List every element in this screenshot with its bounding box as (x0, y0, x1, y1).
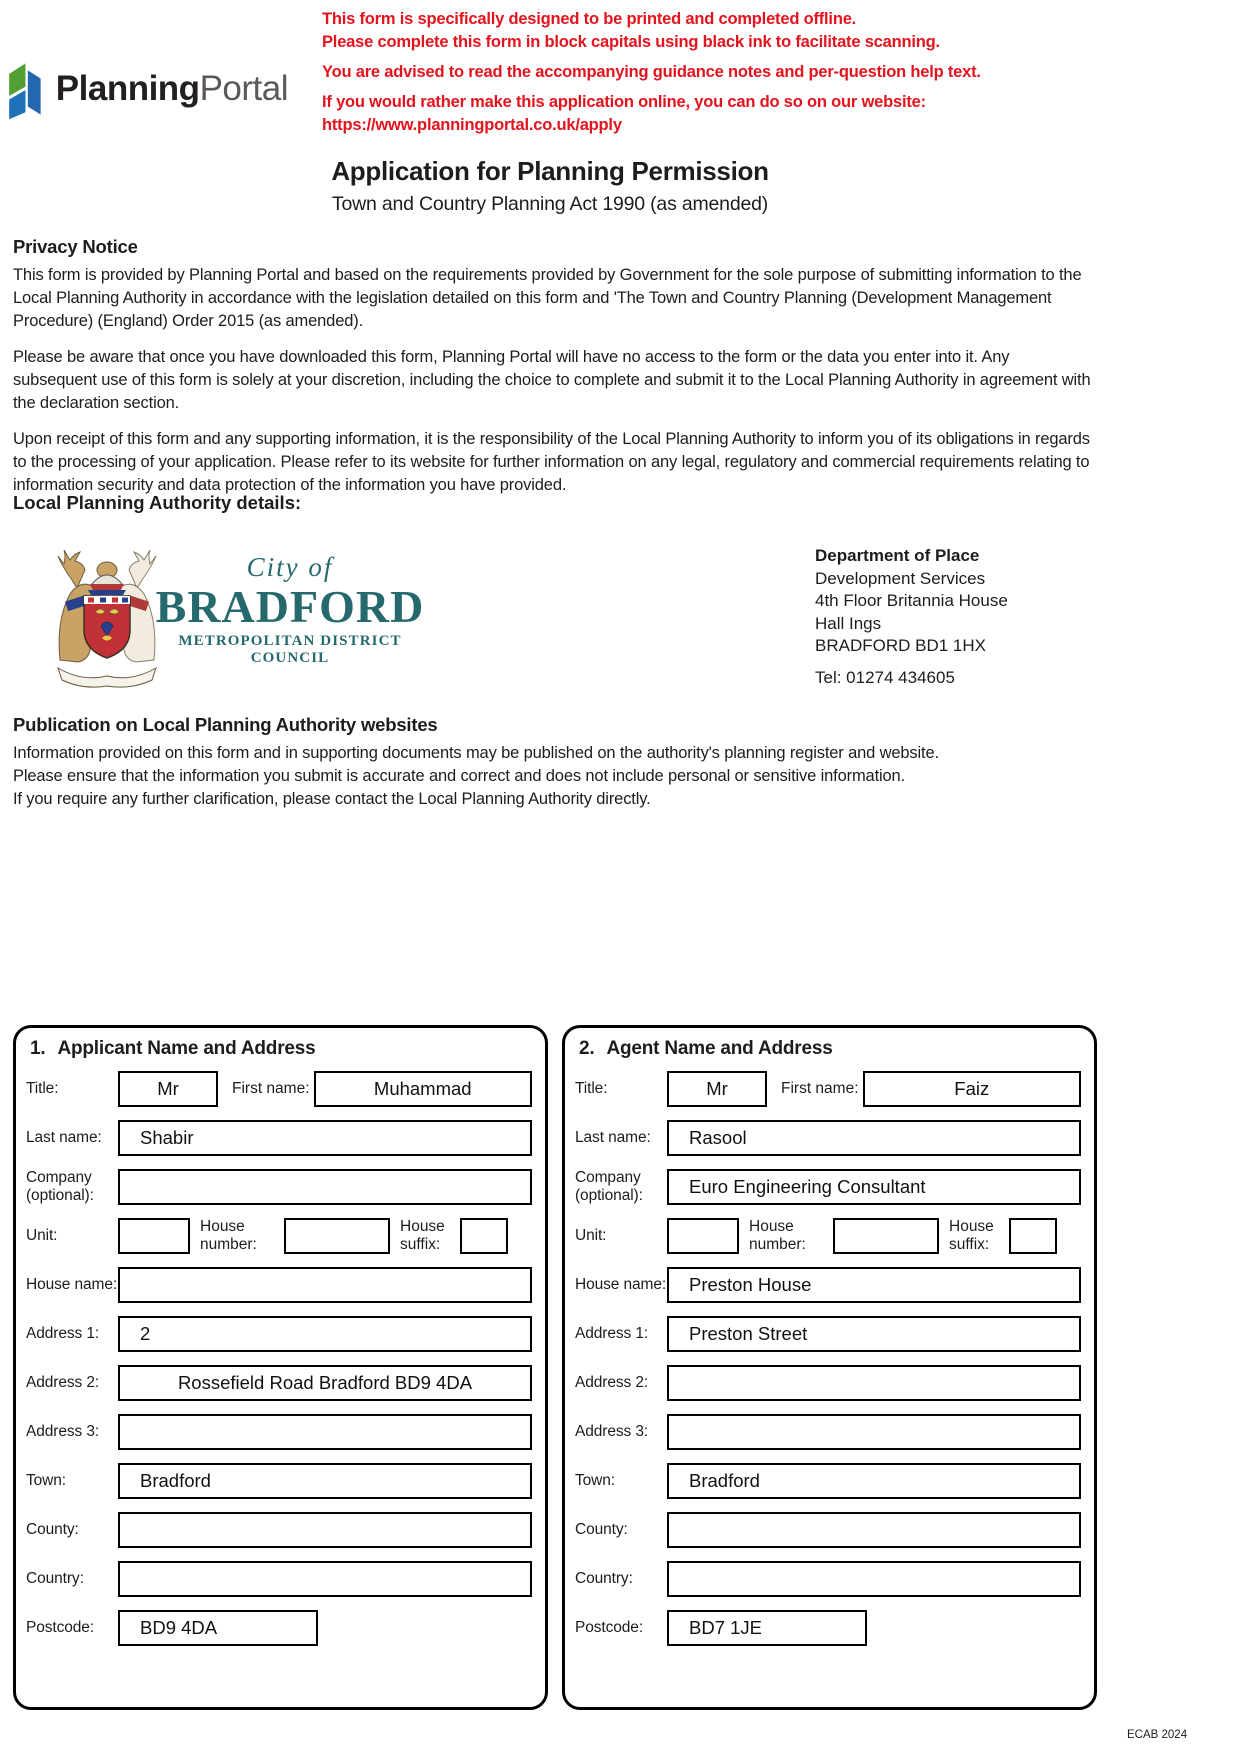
last-name-label: Last name: (26, 1129, 102, 1146)
privacy-paragraph: Please be aware that once you have downloaded this form, Planning Portal will have no access to the form or the data you enter into it. Any subsequent use of this form is solely at your discretion, including the choice to complete and submit it to the Local Planning Authority in agreement with the declaration section. (13, 348, 1091, 412)
last-name-label: Last name: (575, 1129, 651, 1146)
field-row (575, 1463, 1081, 1499)
notice-line: This form is specifically designed to be printed and completed offline. (322, 10, 857, 28)
applicant-company-input[interactable] (118, 1169, 532, 1205)
notice-group-1 (322, 8, 1062, 54)
department-line: Development Services (815, 568, 986, 588)
address1-label: Address 1: (26, 1325, 100, 1342)
field-row (575, 1365, 1081, 1401)
county-label: County: (26, 1521, 79, 1538)
agent-house-name-input[interactable] (667, 1267, 1081, 1303)
publication-heading: Publication on Local Planning Authority websites (13, 714, 438, 735)
council-city-of: City of (246, 552, 334, 582)
notice-group-3 (322, 91, 1062, 137)
house-name-label: House name: (575, 1276, 667, 1293)
agent-house-number-input[interactable] (833, 1218, 939, 1254)
address1-label: Address 1: (575, 1325, 649, 1342)
notice-line: Please complete this form in block capitals using black ink to facilitate scanning. (322, 33, 940, 51)
field-row (26, 1561, 532, 1597)
notice-line: You are advised to read the accompanying guidance notes and per-question help text. (322, 63, 981, 81)
field-row (575, 1120, 1081, 1156)
section-title: Agent Name and Address (606, 1038, 833, 1059)
applicant-town-input[interactable] (118, 1463, 532, 1499)
applicant-section (13, 1025, 548, 1710)
agent-first-name-input[interactable] (863, 1071, 1081, 1107)
field-row (575, 1267, 1081, 1303)
company-label: Company (optional): (26, 1169, 94, 1204)
department-name: Department of Place (815, 546, 980, 565)
first-name-label: First name: (232, 1080, 310, 1097)
bradford-council-wordmark (150, 552, 430, 667)
field-row (575, 1316, 1081, 1352)
council-name: BRADFORD (155, 581, 425, 632)
notice-line: If you would rather make this application online, you can do so on our website: (322, 93, 926, 111)
unit-label: Unit: (575, 1227, 607, 1244)
title-label: Title: (575, 1080, 608, 1097)
field-row (575, 1218, 1081, 1254)
field-row (26, 1463, 532, 1499)
applicant-house-number-input[interactable] (284, 1218, 390, 1254)
unit-label: Unit: (26, 1227, 58, 1244)
agent-town-input[interactable] (667, 1463, 1081, 1499)
form-version-code: ECAB 2024 (1127, 1729, 1188, 1741)
brand-bold: Planning (55, 69, 200, 108)
page-title: Application for Planning Permission (331, 156, 769, 186)
council-subtitle: METROPOLITAN DISTRICT COUNCIL (178, 633, 402, 666)
publication-line: Please ensure that the information you submit is accurate and correct and does not include personal or sensitive information. (13, 767, 906, 785)
postcode-label: Postcode: (575, 1619, 644, 1636)
country-label: Country: (26, 1570, 84, 1587)
offline-notice (322, 8, 1062, 144)
field-row (26, 1267, 532, 1303)
field-row (575, 1071, 1081, 1107)
agent-address1-input[interactable] (667, 1316, 1081, 1352)
agent-house-suffix-input[interactable] (1009, 1218, 1057, 1254)
house-number-label: House number: (749, 1218, 806, 1253)
brand-light: Portal (199, 69, 288, 108)
department-line: BRADFORD BD1 1HX (815, 636, 986, 655)
agent-section (562, 1025, 1097, 1710)
field-row (26, 1365, 532, 1401)
field-row (26, 1414, 532, 1450)
lpa-details-heading: Local Planning Authority details: (13, 492, 302, 513)
applicant-house-name-input[interactable] (118, 1267, 532, 1303)
address3-label: Address 3: (26, 1423, 100, 1440)
house-number-label: House number: (200, 1218, 257, 1253)
house-suffix-label: House suffix: (949, 1218, 994, 1253)
department-line: Hall Ings (815, 613, 882, 633)
applicant-section-heading (30, 1038, 532, 1060)
field-row (575, 1169, 1081, 1205)
applicant-house-suffix-input[interactable] (460, 1218, 508, 1254)
title-label: Title: (26, 1080, 59, 1097)
privacy-notice-section (13, 236, 1091, 510)
publication-line: Information provided on this form and in supporting documents may be published on the authority's planning register and website. (13, 744, 939, 762)
field-row (26, 1218, 532, 1254)
page-subtitle: Town and Country Planning Act 1990 (as amended) (331, 193, 769, 215)
field-row (575, 1414, 1081, 1450)
agent-postcode-input[interactable] (667, 1610, 867, 1646)
lpa-department-address (815, 545, 1008, 689)
planning-portal-wordmark (56, 69, 288, 109)
publication-line: If you require any further clarification, please contact the Local Planning Authority directly. (13, 790, 651, 808)
agent-section-heading (579, 1038, 1081, 1060)
field-row (26, 1169, 532, 1205)
applicant-unit-input[interactable] (118, 1218, 190, 1254)
first-name-label: First name: (781, 1080, 859, 1097)
postcode-label: Postcode: (26, 1619, 95, 1636)
field-row (575, 1561, 1081, 1597)
field-row (26, 1120, 532, 1156)
applicant-postcode-input[interactable] (118, 1610, 318, 1646)
applicant-address3-input[interactable] (118, 1414, 532, 1450)
address2-label: Address 2: (575, 1374, 649, 1391)
section-number: 1. (30, 1038, 46, 1059)
applicant-country-input[interactable] (118, 1561, 532, 1597)
section-number: 2. (579, 1038, 595, 1059)
country-label: Country: (575, 1570, 633, 1587)
county-label: County: (575, 1521, 628, 1538)
notice-group-2 (322, 61, 1062, 84)
applicant-address1-input[interactable] (118, 1316, 532, 1352)
notice-apply-url[interactable]: https://www.planningportal.co.uk/apply (322, 116, 622, 134)
address2-label: Address 2: (26, 1374, 100, 1391)
agent-last-name-input[interactable] (667, 1120, 1081, 1156)
applicant-county-input[interactable] (118, 1512, 532, 1548)
field-row (575, 1512, 1081, 1548)
applicant-last-name-input[interactable] (118, 1120, 532, 1156)
field-row (26, 1610, 532, 1646)
applicant-first-name-input[interactable] (314, 1071, 532, 1107)
agent-address3-input[interactable] (667, 1414, 1081, 1450)
agent-title-input[interactable] (667, 1071, 767, 1107)
privacy-paragraph: This form is provided by Planning Portal and based on the requirements provided by Government for the sole purpose of submitting information to the Local Planning Authority in accordance with the legislation detailed on this form and 'The Town and Country Planning (Development Management Procedure) (England) Order 2015 (as amended). (13, 266, 1082, 330)
house-name-label: House name: (26, 1276, 118, 1293)
privacy-heading: Privacy Notice (13, 236, 138, 257)
privacy-paragraph: Upon receipt of this form and any supporting information, it is the responsibility of the Local Planning Authority to inform you of its obligations in regards to the processing of your application. Please refer to its website for further information on any legal, regulatory and commercial requirements relating to information security and data protection of the information you have provided. (13, 430, 1090, 494)
planning-portal-logo-icon (8, 37, 42, 141)
field-row (26, 1316, 532, 1352)
publication-section (13, 714, 1098, 811)
planning-portal-logo (8, 30, 288, 148)
address3-label: Address 3: (575, 1423, 649, 1440)
field-row (26, 1071, 532, 1107)
field-row (575, 1610, 1081, 1646)
department-telephone: Tel: 01274 434605 (815, 667, 955, 687)
house-suffix-label: House suffix: (400, 1218, 445, 1253)
agent-country-input[interactable] (667, 1561, 1081, 1597)
department-line: 4th Floor Britannia House (815, 591, 1008, 610)
agent-address2-input[interactable] (667, 1365, 1081, 1401)
agent-unit-input[interactable] (667, 1218, 739, 1254)
field-row (26, 1512, 532, 1548)
agent-county-input[interactable] (667, 1512, 1081, 1548)
document-title-block (290, 156, 810, 216)
town-label: Town: (26, 1472, 66, 1489)
town-label: Town: (575, 1472, 615, 1489)
applicant-address2-input[interactable] (118, 1365, 532, 1401)
agent-company-input[interactable] (667, 1169, 1081, 1205)
company-label: Company (optional): (575, 1169, 643, 1204)
section-title: Applicant Name and Address (57, 1038, 316, 1059)
applicant-title-input[interactable] (118, 1071, 218, 1107)
